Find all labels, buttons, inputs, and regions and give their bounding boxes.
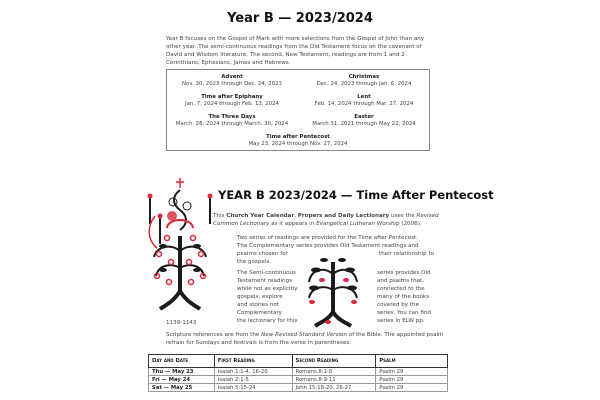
season-lent: Lent Feb. 14, 2024 through Mar. 27, 2024 <box>314 94 414 107</box>
first-reading: Isaiah 5:15-24 <box>214 384 292 392</box>
day-date: Fri — May 24 <box>149 376 215 384</box>
season-epiphany: Time after Epiphany Jan. 7, 2024 through Feb. 13, 2024 <box>185 94 279 107</box>
page-title: Year B — 2023/2024 <box>227 11 373 26</box>
second-reading: John 15:18-20, 26-27 <box>292 384 376 392</box>
psalm: Psalm 29 <box>376 368 448 376</box>
table-header-row <box>149 355 448 368</box>
col-second-reading: Second Reading <box>292 355 376 368</box>
second-reading: Romans 8:9-11 <box>292 376 376 384</box>
series-paragraph: Two series of readings are provided for the Time after Pentecost. The Complementary series provides Old Testament readings and psalms chosen for their relationship to the gospels. <box>237 235 435 265</box>
col-first-reading: First Reading <box>214 355 292 368</box>
first-reading: Isaiah 1:1-4, 16-20 <box>214 368 292 376</box>
season-three-days: The Three Days March. 28, 2024 through March. 30, 2024 <box>175 114 289 127</box>
season-pentecost: Time after Pentecost May 23, 2024 through Nov. 27, 2024 <box>248 134 348 147</box>
table-row <box>149 384 448 392</box>
tree-of-life-illustration <box>145 176 215 321</box>
first-reading: Isaiah 2:1-5 <box>214 376 292 384</box>
semi-continuous-left-column: The Semi-continuous Testament readings while not as explicitly gospels, explore and stories not Complementary the lectionary for this <box>237 270 298 324</box>
readings-table <box>148 354 448 392</box>
semi-continuous-right-column: series provides Old and psalms that, connected to the many of the books covered by the series. You can find series in ELW pp. <box>377 270 431 324</box>
elw-pages: 1139-1143 <box>166 320 197 326</box>
scripture-note: Scripture references are from the New Revised Standard Version of the Bible. The appointed psalm refrain for Sundays and festivals is from the verse in parentheses. <box>166 332 444 346</box>
day-date: Thu — May 23 <box>149 368 215 376</box>
seasons-box <box>166 69 430 151</box>
col-psalm: Psalm <box>376 355 448 368</box>
season-christmas: Christmas Dec. 24, 2023 through Jan. 6, 2024 <box>316 74 412 87</box>
col-day-date: Day and Date <box>149 355 215 368</box>
table-row <box>149 368 448 376</box>
table-row <box>149 376 448 384</box>
section-intro: This Church Year Calendar, Propers and Daily Lectionary uses the Revised Common Lectionary as it appears in Evangelical Lutheran Worship (2006). <box>213 213 439 227</box>
day-date: Sat — May 25 <box>149 384 215 392</box>
psalm: Psalm 29 <box>376 376 448 384</box>
season-easter: Easter March 31, 2021 through May 22, 2024 <box>312 114 416 127</box>
second-reading: Romans 8:1-8 <box>292 368 376 376</box>
section-title: YEAR B 2023/2024 — Time After Pentecost <box>218 188 494 202</box>
psalm: Psalm 29 <box>376 384 448 392</box>
year-b-intro: Year B focuses on the Gospel of Mark with more selections from the Gospel of John than any other year. The semi-continuous readings from the Old Testament focus on the covenant of David and Wisdom literature. The second, New Testament, readings are from 1 and 2 Corinthians, Ephesians, James and Hebrews. <box>166 36 425 66</box>
season-advent: Advent Nov. 30, 2023 through Dec. 24, 2023 <box>181 74 282 87</box>
